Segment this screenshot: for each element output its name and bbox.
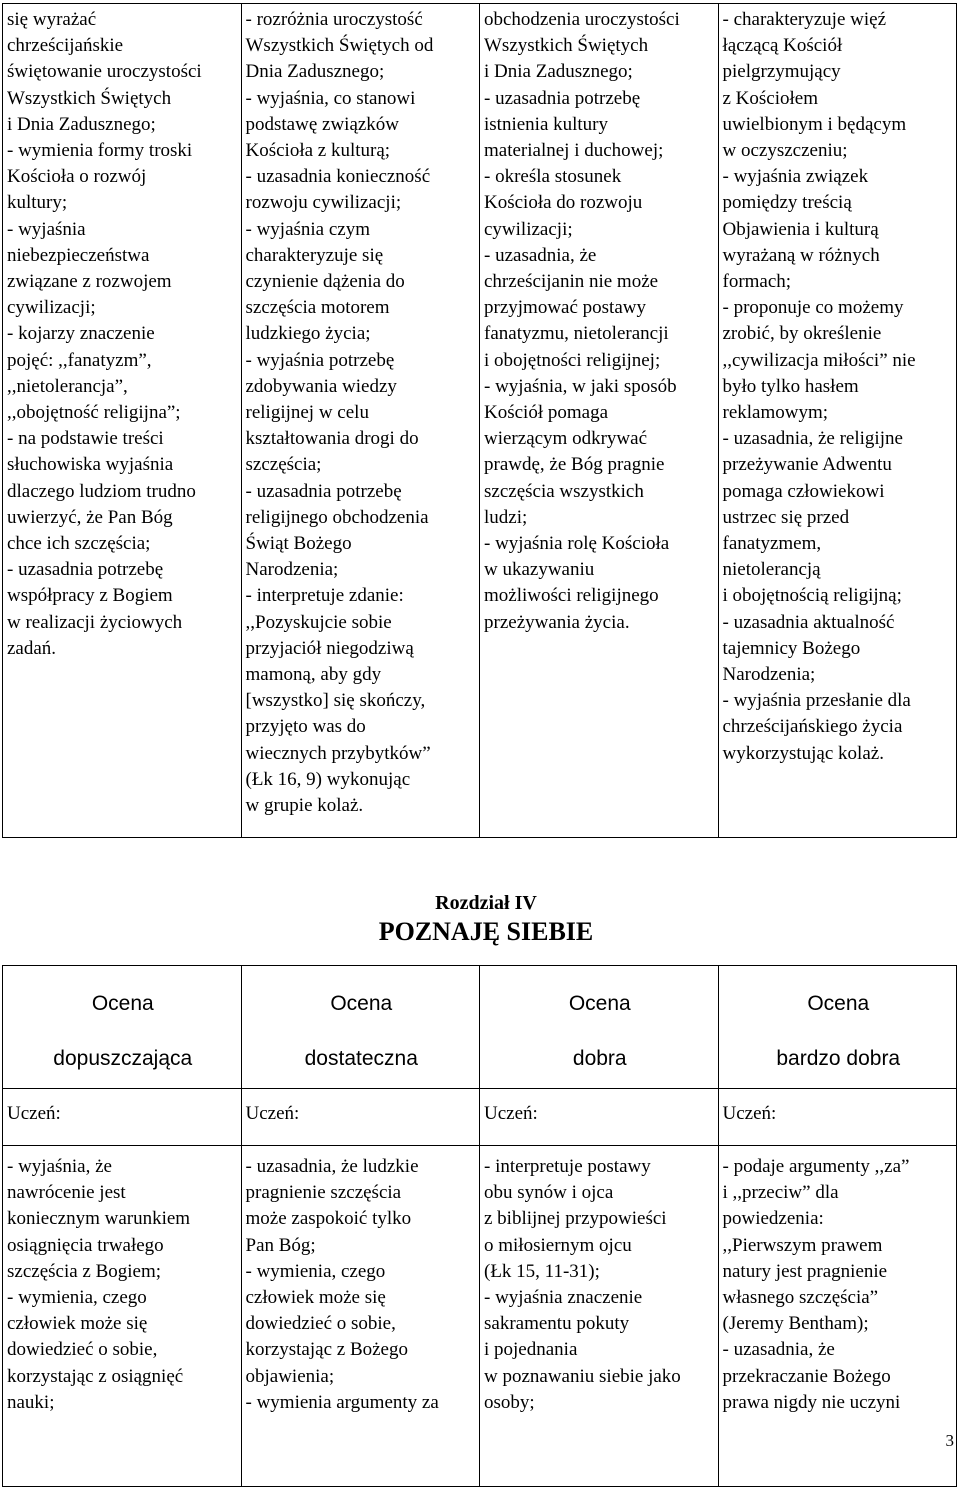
criteria-cell-dostateczna xyxy=(241,4,480,838)
text-line: cywilizacji; xyxy=(484,218,573,240)
text-line: - wymienia argumenty za xyxy=(245,1391,439,1413)
grade-header-level: dopuszczająca xyxy=(53,1047,193,1070)
text-line: - uzasadnia, że xyxy=(722,1339,835,1361)
text-line: świętowanie uroczystości xyxy=(7,61,202,83)
text-line: słuchowiska wyjaśnia xyxy=(7,454,174,476)
text-line: - wyjaśnia czym xyxy=(245,218,371,240)
text-line: pomiędzy treścią xyxy=(722,192,852,214)
text-line: Narodzenia; xyxy=(245,559,339,581)
text-line: - wyjaśnia rolę Kościoła xyxy=(484,533,670,555)
text-line: Narodzenia; xyxy=(722,664,816,686)
text-line: religijnego obchodzenia xyxy=(245,506,429,528)
text-line: - uzasadnia aktualność xyxy=(722,611,895,633)
text-line: Wszystkich Świętych xyxy=(7,87,172,109)
text-line: wierzącym odkrywać xyxy=(484,428,648,450)
text-line: wiecznych przybytków” xyxy=(245,742,431,764)
text-line: w grupie kolaż. xyxy=(245,795,364,817)
text-line: nawrócenie jest xyxy=(7,1182,126,1204)
requirements-cell-bardzo-dobra xyxy=(718,1146,957,1487)
grade-header-level: bardzo dobra xyxy=(776,1047,901,1070)
chapter-label: Rozdział IV xyxy=(435,892,537,914)
criteria-table-continued xyxy=(2,3,957,838)
text-line: - wyjaśnia potrzebę xyxy=(245,349,395,371)
text-line: rozwoju cywilizacji; xyxy=(245,192,402,214)
text-line: Pan Bóg; xyxy=(245,1234,316,1256)
text-line: współpracy z Bogiem xyxy=(7,585,173,607)
text-line: szczęścia motorem xyxy=(245,297,390,319)
text-line: religijnej w celu xyxy=(245,402,369,424)
criteria-cell-bardzo-dobra xyxy=(718,4,957,838)
text-line: cywilizacji; xyxy=(7,297,96,319)
text-line: - uzasadnia potrzebę xyxy=(484,87,641,109)
text-line: natury jest pragnienie xyxy=(722,1260,888,1282)
text-line: prawdę, że Bóg pragnie xyxy=(484,454,665,476)
text-line: wykorzystując kolaż. xyxy=(722,742,884,764)
text-line: i Dnia Zadusznego; xyxy=(484,61,633,83)
text-line: pojęć: ,,fanatyzm”, xyxy=(7,349,152,371)
text-line: i obojętności religijnej; xyxy=(484,349,661,371)
text-line: - wymienia, czego xyxy=(7,1287,147,1309)
text-line: reklamowym; xyxy=(722,402,829,424)
grade-header-level: dobra xyxy=(572,1047,627,1070)
grades-header-row xyxy=(3,966,957,1089)
grade-header-level: dostateczna xyxy=(304,1047,418,1070)
text-line: obchodzenia uroczystości xyxy=(484,9,680,30)
text-line: osoby; xyxy=(484,1391,535,1413)
text-line: i ,,przeciw” dla xyxy=(722,1182,839,1204)
requirements-cell-dopuszczajaca xyxy=(3,1146,242,1487)
text-line: sakramentu pokuty xyxy=(484,1313,630,1335)
text-line: zrobić, by określenie xyxy=(722,323,882,345)
text-line: z Kościołem xyxy=(722,87,819,109)
text-line: - wyjaśnia, że xyxy=(7,1156,112,1177)
text-line: - wyjaśnia związek xyxy=(722,166,869,188)
text-line: i pojednania xyxy=(484,1339,578,1361)
text-line: Dnia Zadusznego; xyxy=(245,61,385,83)
text-line: - interpretuje zdanie: xyxy=(245,585,404,607)
text-line: - uzasadnia konieczność xyxy=(245,166,431,188)
chapter-heading xyxy=(0,891,960,949)
text-line: - uzasadnia potrzebę xyxy=(7,559,164,581)
text-line: - uzasadnia, że religijne xyxy=(722,428,903,450)
text-line: wyrażaną w różnych xyxy=(722,244,880,266)
text-line: prawa nigdy nie uczyni xyxy=(722,1391,901,1413)
text-line: chrześcijanin nie może xyxy=(484,271,659,293)
text-line: - podaje argumenty ,,za” xyxy=(722,1156,910,1177)
text-line: przeżywania życia. xyxy=(484,611,630,633)
text-line: szczęścia z Bogiem; xyxy=(7,1260,162,1282)
text-line: (Łk 15, 11-31); xyxy=(484,1260,600,1282)
grade-header-bardzo-dobra xyxy=(718,966,957,1089)
text-line: przeżywanie Adwentu xyxy=(722,454,892,476)
text-line: chrześcijańskiego życia xyxy=(722,716,903,738)
text-line: może zaspokoić tylko xyxy=(245,1208,412,1230)
text-line: powiedzenia: xyxy=(722,1208,824,1230)
text-line: nietolerancją xyxy=(722,559,821,581)
text-line: szczęścia wszystkich xyxy=(484,480,644,502)
grade-header-dobra xyxy=(480,966,719,1089)
text-line: (Jeremy Bentham); xyxy=(722,1313,869,1335)
criteria-cell-dopuszczajaca xyxy=(3,4,242,838)
text-line: - proponuje co możemy xyxy=(722,297,904,319)
text-line: koniecznym warunkiem xyxy=(7,1208,191,1230)
grade-header-word: Ocena xyxy=(330,992,393,1015)
text-line: Wszystkich Świętych od xyxy=(245,35,434,57)
text-line: dowiedzieć o sobie, xyxy=(7,1339,158,1361)
text-line: zadań. xyxy=(7,637,57,659)
grade-header-dostateczna xyxy=(241,966,480,1089)
text-line: przyjęto was do xyxy=(245,716,366,738)
text-line: pomaga człowiekowi xyxy=(722,480,885,502)
text-line: przyjmować postawy xyxy=(484,297,646,319)
text-line: ,,Pierwszym prawem xyxy=(722,1234,883,1256)
text-line: niebezpieczeństwa xyxy=(7,244,150,266)
text-line: nauki; xyxy=(7,1391,55,1413)
text-line: objawienia; xyxy=(245,1365,335,1387)
text-line: w poznawaniu siebie jako xyxy=(484,1365,681,1387)
text-line: - uzasadnia potrzebę xyxy=(245,480,402,502)
text-line: uwierzyć, że Pan Bóg xyxy=(7,506,173,528)
text-line: - wyjaśnia, co stanowi xyxy=(245,87,416,109)
text-line: ,,obojętność religijna”; xyxy=(7,402,181,424)
text-line: o miłosiernym ojcu xyxy=(484,1234,632,1256)
text-line: przekraczanie Bożego xyxy=(722,1365,891,1387)
text-line: Świąt Bożego xyxy=(245,533,352,555)
text-line: Kościoła do rozwoju xyxy=(484,192,643,214)
text-line: - uzasadnia, że xyxy=(484,244,597,266)
text-line: uwielbionym i będącym xyxy=(722,113,907,135)
text-line: szczęścia; xyxy=(245,454,322,476)
requirements-cell-dostateczna xyxy=(241,1146,480,1487)
text-line: [wszystko] się skończy, xyxy=(245,690,426,712)
text-line: ludzi; xyxy=(484,506,528,528)
text-line: pragnienie szczęścia xyxy=(245,1182,402,1204)
text-line: (Łk 16, 9) wykonując xyxy=(245,768,411,790)
text-line: fanatyzmu, nietolerancji xyxy=(484,323,669,345)
text-line: - charakteryzuje więź xyxy=(722,9,887,30)
text-line: kultury; xyxy=(7,192,68,214)
chapter-title: POZNAJĘ SIEBIE xyxy=(378,917,594,946)
text-line: tajemnicy Bożego xyxy=(722,637,861,659)
text-line: człowiek może się xyxy=(245,1287,386,1309)
text-line: i Dnia Zadusznego; xyxy=(7,113,156,135)
text-line: - na podstawie treści xyxy=(7,428,164,450)
text-line: osiągnięcia trwałego xyxy=(7,1234,164,1256)
text-line: kształtowania drogi do xyxy=(245,428,419,450)
text-line: i obojętnością religijną; xyxy=(722,585,902,607)
text-line: formach; xyxy=(722,271,792,293)
requirements-cell-dobra xyxy=(480,1146,719,1487)
text-line: - interpretuje postawy xyxy=(484,1156,651,1177)
text-line: - rozróżnia uroczystość xyxy=(245,9,423,30)
text-line: - wyjaśnia znaczenie xyxy=(484,1287,643,1309)
text-line: ,,Pozyskujcie sobie xyxy=(245,611,392,633)
text-line: obu synów i ojca xyxy=(484,1182,614,1204)
text-line: dowiedzieć o sobie, xyxy=(245,1313,396,1335)
grades-table xyxy=(2,965,957,1487)
criteria-cell-dobra xyxy=(480,4,719,838)
text-line: pielgrzymujący xyxy=(722,61,841,83)
text-line: przyjaciół niegodziwą xyxy=(245,637,414,659)
text-line: ,,nietolerancja”, xyxy=(7,375,128,397)
text-line: Kościół pomaga xyxy=(484,402,609,424)
text-line: ludzkiego życia; xyxy=(245,323,371,345)
text-line: korzystając z Bożego xyxy=(245,1339,408,1361)
text-line: - wymienia formy troski xyxy=(7,140,193,162)
text-line: związane z rozwojem xyxy=(7,271,172,293)
text-line: - wyjaśnia przesłanie dla xyxy=(722,690,911,712)
grade-header-word: Ocena xyxy=(568,992,631,1015)
text-line: łączącą Kościół xyxy=(722,35,843,57)
student-label: Uczeń: xyxy=(718,1089,957,1146)
text-line: Objawienia i kulturą xyxy=(722,218,879,240)
text-line: - uzasadnia, że ludzkie xyxy=(245,1156,419,1177)
text-line: - wyjaśnia, w jaki sposób xyxy=(484,375,677,397)
text-line: w ukazywaniu xyxy=(484,559,595,581)
grade-header-word: Ocena xyxy=(807,992,870,1015)
text-line: Kościoła o rozwój xyxy=(7,166,147,188)
text-line: czynienie dążenia do xyxy=(245,271,405,293)
student-label: Uczeń: xyxy=(3,1089,242,1146)
text-line: ustrzec się przed xyxy=(722,506,850,528)
text-line: chce ich szczęścia; xyxy=(7,533,151,555)
text-line: człowiek może się xyxy=(7,1313,148,1335)
text-line: - wymienia, czego xyxy=(245,1260,386,1282)
text-line: charakteryzuje się xyxy=(245,244,384,266)
text-line: chrześcijańskie xyxy=(7,35,124,57)
text-line: Kościoła z kulturą; xyxy=(245,140,391,162)
page-number: 3 xyxy=(945,1431,954,1450)
text-line: - kojarzy znaczenie xyxy=(7,323,155,345)
text-line: się wyrażać xyxy=(7,9,97,30)
text-line: podstawę związków xyxy=(245,113,400,135)
text-line: istnienia kultury xyxy=(484,113,609,135)
text-line: - określa stosunek xyxy=(484,166,622,188)
text-line: fanatyzmem, xyxy=(722,533,822,555)
student-label: Uczeń: xyxy=(480,1089,719,1146)
text-line: w realizacji życiowych xyxy=(7,611,183,633)
text-line: zdobywania wiedzy xyxy=(245,375,397,397)
text-line: było tylko hasłem xyxy=(722,375,859,397)
text-line: Wszystkich Świętych xyxy=(484,35,649,57)
text-line: możliwości religijnego xyxy=(484,585,659,607)
text-line: - wyjaśnia xyxy=(7,218,86,240)
grade-header-dopuszczajaca xyxy=(3,966,242,1089)
text-line: ,,cywilizacja miłości” nie xyxy=(722,349,916,371)
text-line: z biblijnej przypowieści xyxy=(484,1208,667,1230)
text-line: dlaczego ludziom trudno xyxy=(7,480,196,502)
text-line: materialnej i duchowej; xyxy=(484,140,664,162)
student-label: Uczeń: xyxy=(241,1089,480,1146)
text-line: własnego szczęścia” xyxy=(722,1287,879,1309)
text-line: mamoną, aby gdy xyxy=(245,664,382,686)
grade-header-word: Ocena xyxy=(91,992,154,1015)
text-line: w oczyszczeniu; xyxy=(722,140,848,162)
requirements-row xyxy=(3,1146,957,1487)
student-label-row xyxy=(3,1089,957,1146)
text-line: korzystając z osiągnięć xyxy=(7,1365,184,1387)
